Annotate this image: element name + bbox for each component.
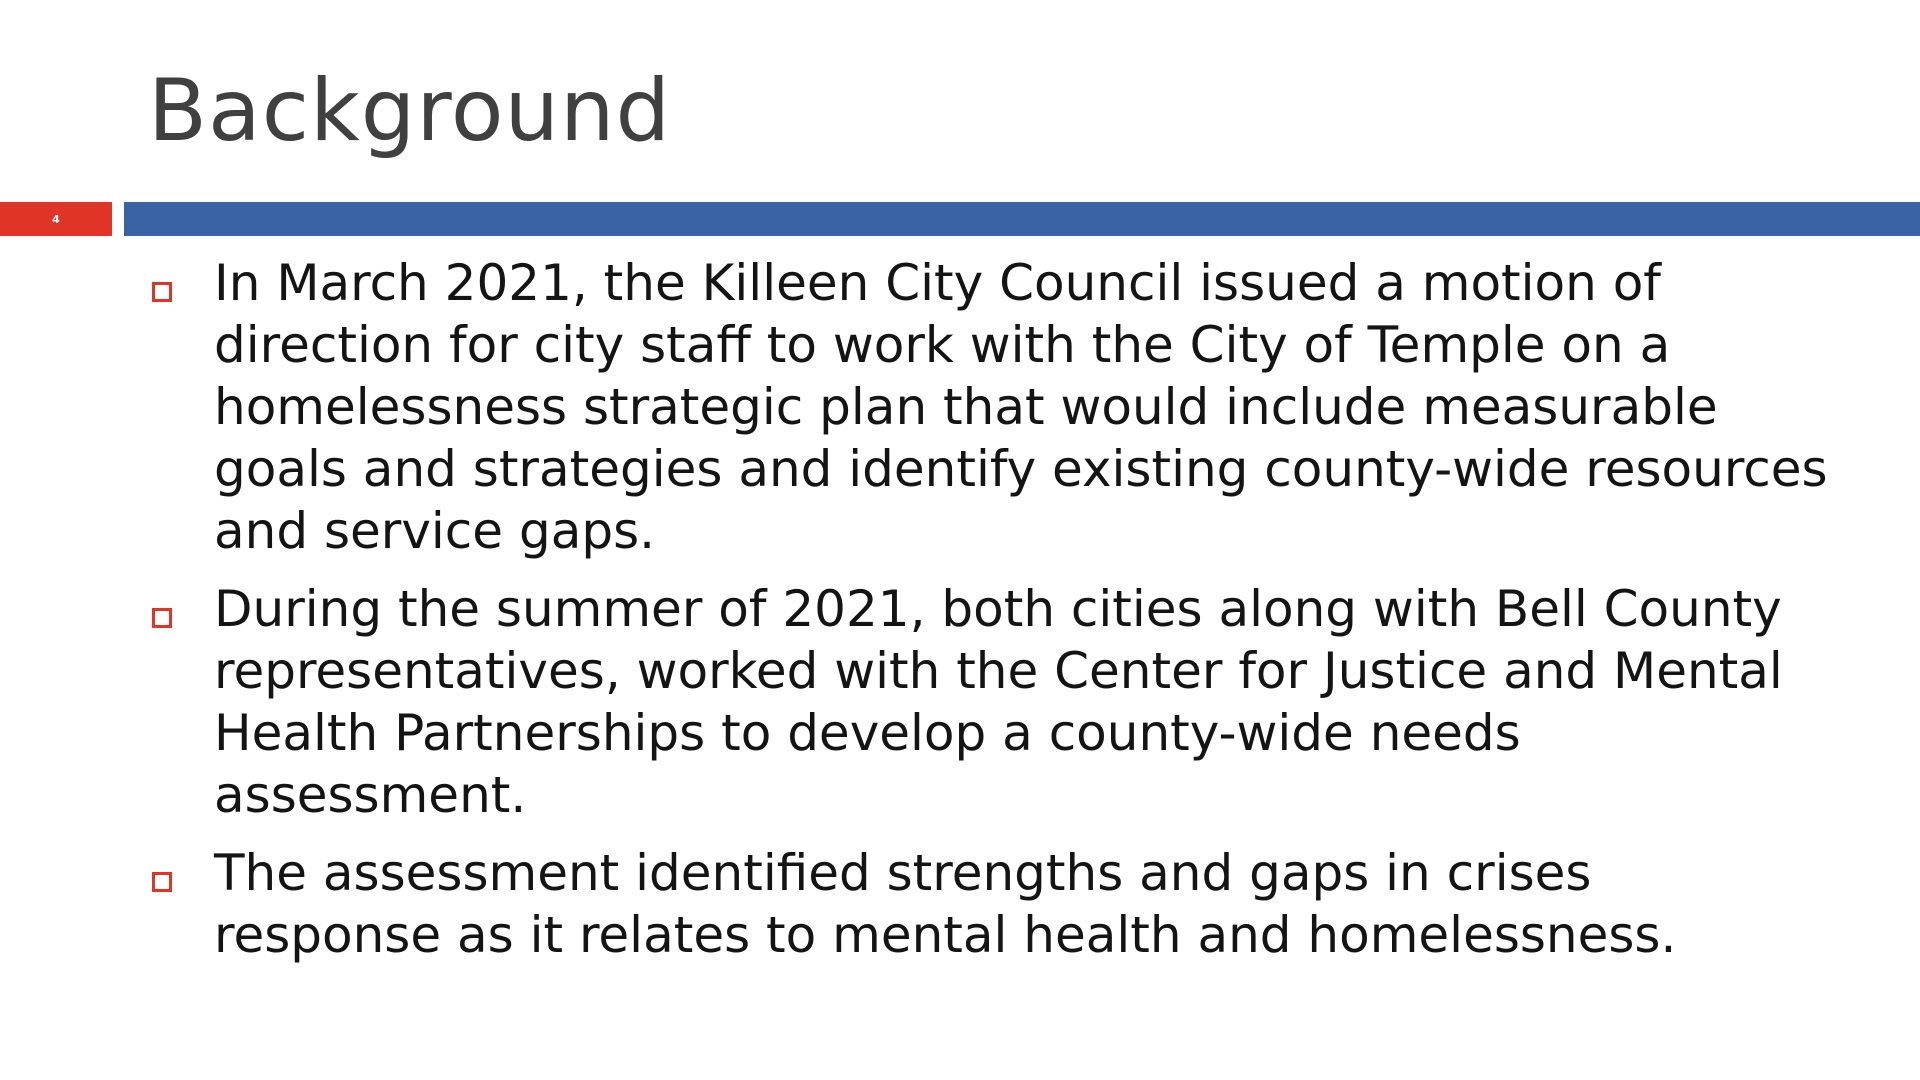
hollow-square-icon: [152, 872, 172, 892]
bullet-text: In March 2021, the Killeen City Council issued a motion of direction for city staff to work with the City of Temple on a homelessness strategic plan that would include measurable goals and strategies and identify existing county-wide resources and service gaps.: [214, 254, 1828, 560]
hollow-square-icon: [152, 608, 172, 628]
bullet-text: During the summer of 2021, both cities along with Bell County representatives, worked with the Center for Justice and Mental Health Partnerships to develop a county-wide needs assessment.: [214, 580, 1783, 824]
bullet-text: The assessment identified strengths and gaps in crises response as it relates to mental health and homelessness.: [214, 844, 1677, 964]
title-accent-bar: [124, 202, 1920, 236]
hollow-square-icon: [152, 282, 172, 302]
slide-number-badge: [0, 202, 112, 236]
bullet-item: [148, 842, 1828, 966]
bullet-item: [148, 578, 1828, 826]
bullet-item: [148, 252, 1828, 562]
slide-title: Background: [148, 61, 672, 161]
slide-number: 4: [52, 212, 60, 226]
bullet-list: [148, 252, 1828, 982]
